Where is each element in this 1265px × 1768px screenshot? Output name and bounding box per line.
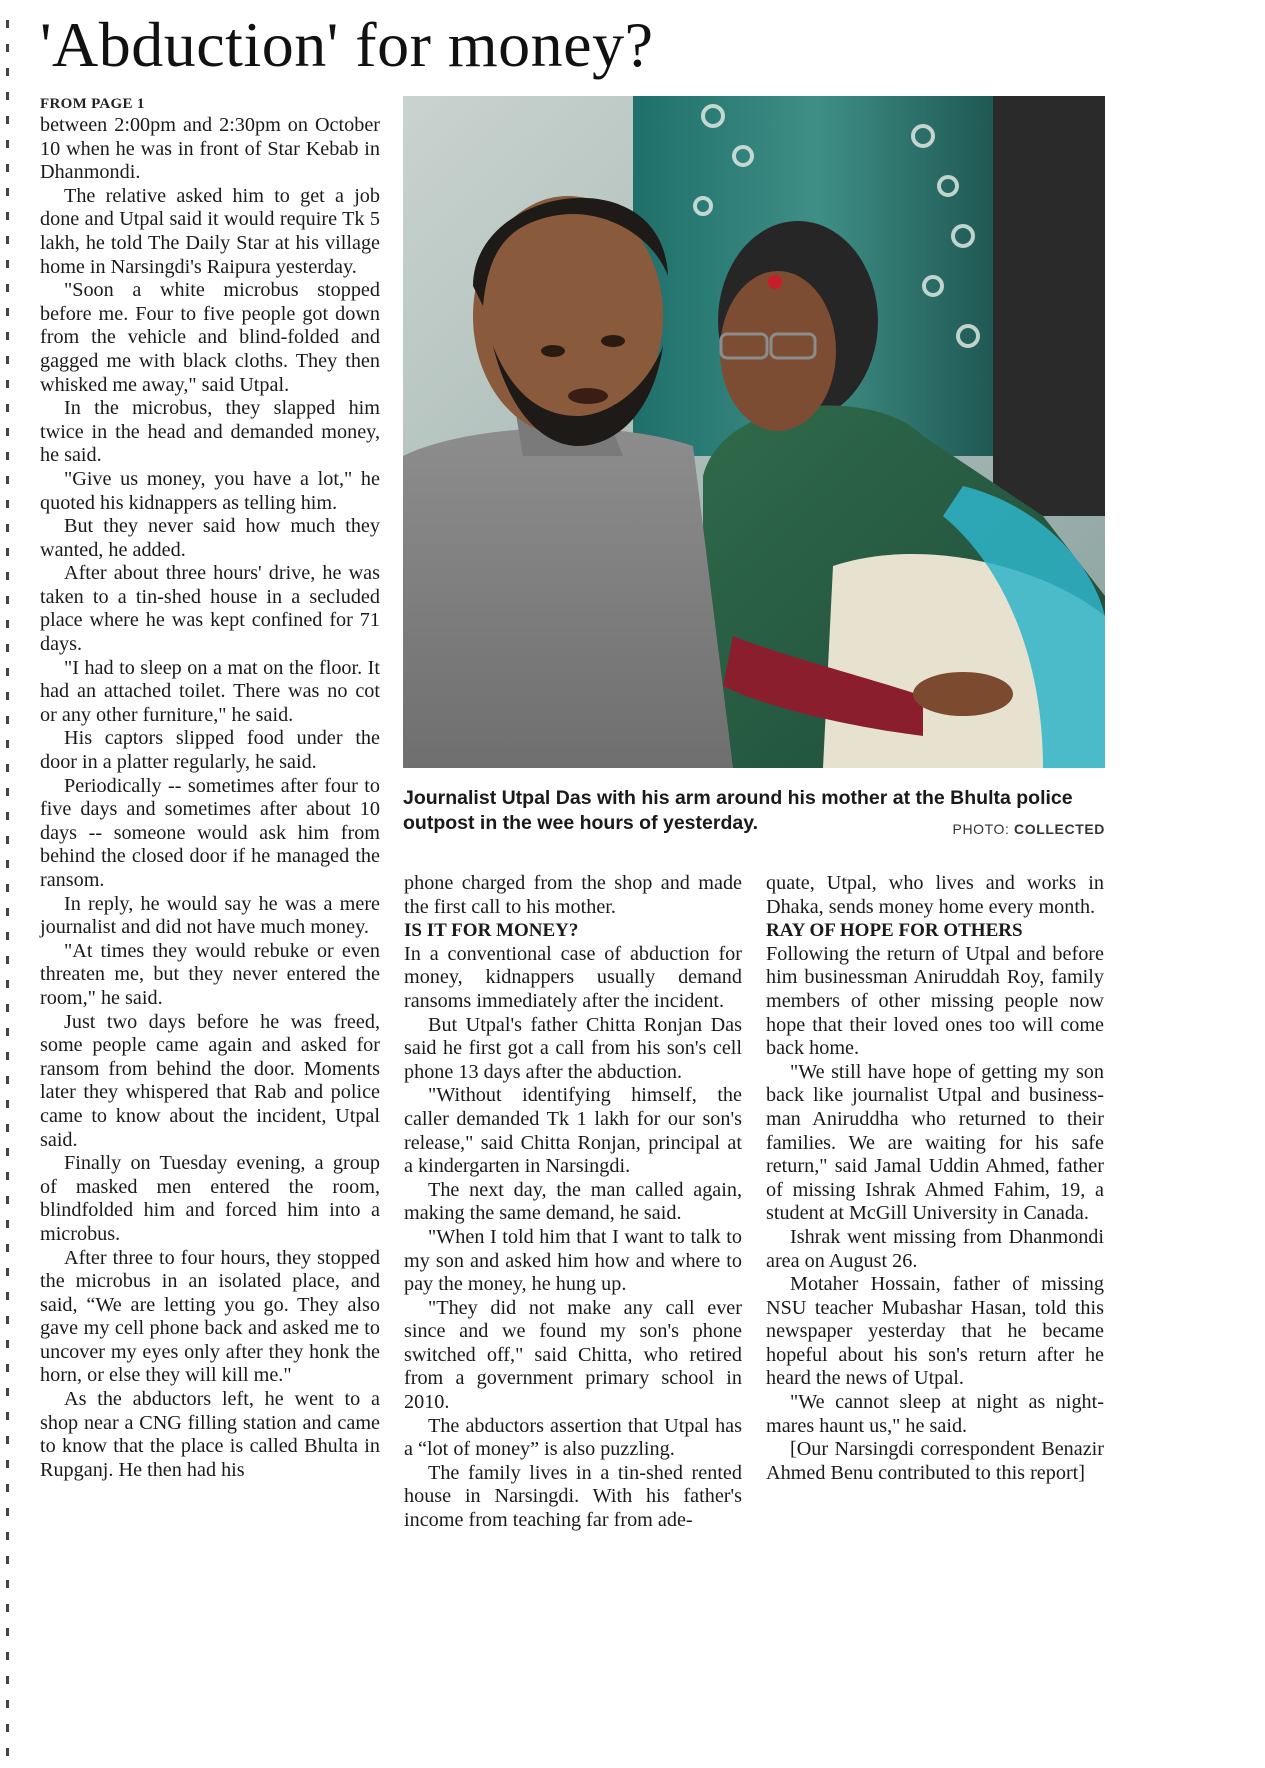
paragraph: phone charged from the shop and made the first call to his mother.: [404, 872, 742, 918]
paragraph: Ishrak went missing from Dhanmondi area on August 26.: [766, 1225, 1104, 1272]
photo-caption: Journalist Utpal Das with his arm around his mother at the Bhulta police outpost in the wee hours of yesterday.: [403, 787, 1073, 834]
paragraph: The next day, the man called again, making the same demand, he said.: [404, 1178, 742, 1225]
paragraph: In the microbus, they slapped him twice in the head and demanded money, he said.: [40, 397, 380, 467]
headline: 'Abduction' for money?: [40, 9, 654, 80]
paragraph: "Give us money, you have a lot," he quoted his kidnappers as telling him.: [40, 467, 380, 514]
paragraph: His captors slipped food under the door in a platter regularly, he said.: [40, 727, 380, 774]
news-photo: [403, 96, 1105, 768]
photo-credit-label: PHOTO:: [952, 821, 1010, 837]
paragraph: "Without identifying himself, the caller demanded Tk 1 lakh for our son's release," said Chitta Ronjan, principal at a kindergarten in Narsingdi.: [404, 1084, 742, 1178]
subheading: IS IT FOR MONEY?: [404, 920, 579, 942]
paragraph: Following the return of Utpal and before him businessman Aniruddah Roy, family members of other missing people now hope that their loved ones too will come back home.: [766, 942, 1104, 1060]
paragraph: "We cannot sleep at night as night-mares haunt us," he said.: [766, 1391, 1104, 1437]
paragraph: The family lives in a tin-shed rented house in Narsingdi. With his father's income from teaching far from ade-: [404, 1461, 742, 1532]
paragraph: "Soon a white microbus stopped before me. Four to five people got down from the vehicle and blind-folded and gagged me with black cloths. They then whisked me away," said Utpal.: [40, 279, 380, 396]
article-column-3: [766, 872, 1104, 1485]
paragraph: Just two days before he was freed, some people came again and asked for ransom from behind the door. Moments later they whispered that Rab and police came to know about the incident, Utpal said.: [40, 1010, 380, 1151]
paragraph: But they never said how much they wanted, he added.: [40, 515, 380, 561]
paragraph: The abductors assertion that Utpal has a “lot of money” is also puzzling.: [404, 1414, 742, 1461]
paragraph: Periodically -- sometimes after four to five days and sometimes after about 10 days -- someone would ask him from behind the closed door if he managed the ransom.: [40, 774, 380, 891]
paragraph: Motaher Hossain, father of missing NSU teacher Mubashar Hasan, told this newspaper yesterday that he became hopeful about his son's return after he heard the news of Utpal.: [766, 1273, 1104, 1390]
paragraph: "When I told him that I want to talk to my son and asked him how and where to pay the money, he hung up.: [404, 1225, 742, 1296]
photo-credit-source: COLLECTED: [1014, 821, 1105, 837]
paragraph: "I had to sleep on a mat on the floor. It had an attached toilet. There was no cot or any other furniture," he said.: [40, 656, 380, 726]
article-column-1: [40, 94, 380, 1482]
paragraph: In reply, he would say he was a mere journalist and did not have much money.: [40, 892, 380, 939]
paragraph: Finally on Tuesday evening, a group of masked men entered the room, blindfolded him and forced him into a microbus.: [40, 1152, 380, 1245]
article-column-2: [404, 872, 742, 1533]
paragraph: But Utpal's father Chitta Ronjan Das said he first got a call from his son's cell phone 13 days after the abduction.: [404, 1013, 742, 1083]
paragraph: between 2:00pm and 2:30pm on October 10 when he was in front of Star Kebab in Dhanmondi.: [40, 114, 380, 184]
paragraph: As the abductors left, he went to a shop near a CNG filling station and came to know that the place is called Bhulta in Rupganj. He then had his: [40, 1388, 380, 1481]
page-edge-marks: [6, 20, 9, 1760]
paragraph: "They did not make any call ever since and we found my son's phone switched off," said Chitta, who retired from a government primary school in 2010.: [404, 1296, 742, 1414]
paragraph: After about three hours' drive, he was taken to a tin-shed house in a secluded place where he was kept confined for 71 days.: [40, 562, 380, 656]
paragraph: The relative asked him to get a job done and Utpal said it would require Tk 5 lakh, he told The Daily Star at his village home in Narsingdi's Raipura yesterday.: [40, 184, 380, 278]
paragraph: In a conventional case of abduction for money, kidnappers usually demand ransoms immediately after the incident.: [404, 942, 742, 1012]
photo-credit: [953, 821, 1105, 837]
paragraph: [Our Narsingdi correspondent Benazir Ahmed Benu contributed to this report]: [766, 1438, 1104, 1484]
continued-from-label: FROM PAGE 1: [40, 96, 145, 112]
paragraph: "We still have hope of getting my son back like journalist Utpal and business-man Aniruddha who returned to their families. We are waiting for his safe return," said Jamal Uddin Ahmed, father of missing Ishrak Ahmed Fahim, 19, a student at McGill University in Canada.: [766, 1060, 1104, 1225]
paragraph: quate, Utpal, who lives and works in Dhaka, sends money home every month.: [766, 872, 1104, 918]
photo-illustration: [403, 96, 1105, 768]
paragraph: After three to four hours, they stopped the microbus in an isolated place, and said, “We are letting you go. They also gave my cell phone back and asked me to uncover my eyes only after they honk the horn, or else they will kill me.": [40, 1246, 380, 1387]
subheading: RAY OF HOPE FOR OTHERS: [766, 920, 1023, 942]
paragraph: "At times they would rebuke or even threaten me, but they never entered the room," he said.: [40, 939, 380, 1009]
